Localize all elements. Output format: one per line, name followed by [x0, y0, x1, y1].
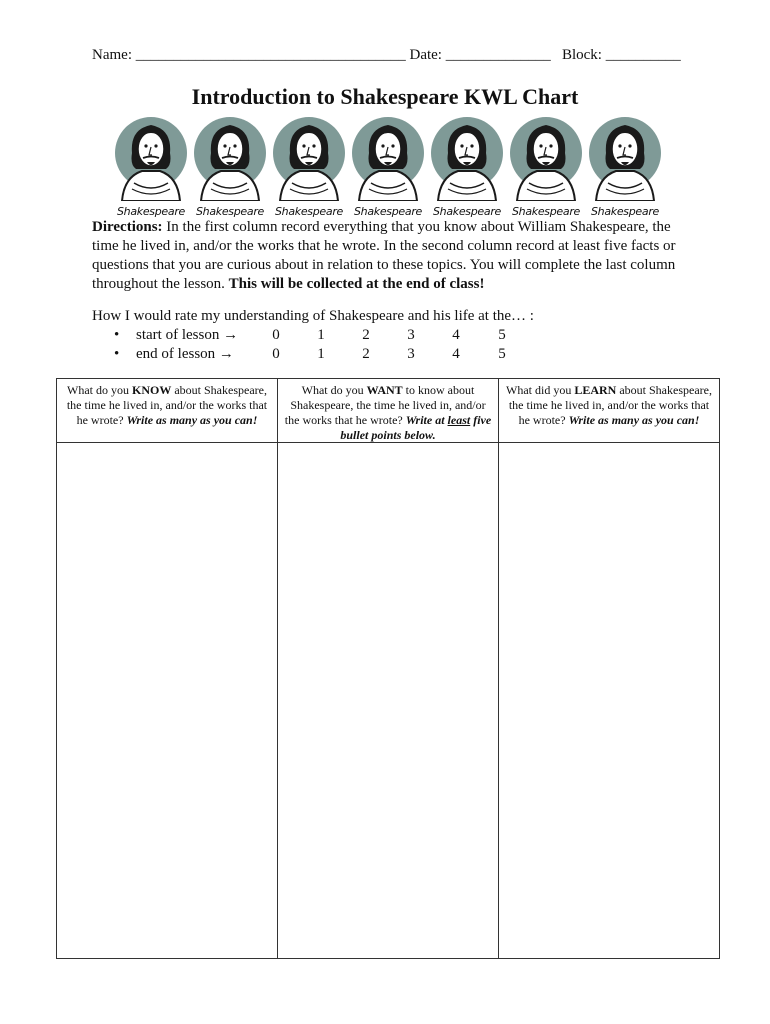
block-field[interactable]: __________	[605, 47, 681, 63]
date-field[interactable]: ______________	[445, 47, 551, 63]
directions-label: Directions:	[92, 219, 163, 235]
portrait-caption: Shakespeare	[195, 205, 265, 218]
kwl-column-know	[57, 379, 278, 958]
directions-bold-tail: This will be collected at the end of class!	[228, 276, 485, 292]
shakespeare-portrait-icon	[112, 113, 190, 218]
rating-row-label: start of lesson →	[136, 327, 239, 343]
date-label: Date:	[409, 47, 442, 63]
rating-option-3[interactable]: 3	[407, 346, 415, 362]
directions-text: In the first column record everything that you know about William Shakespeare, the time he lived in, and/or the works that he wrote. In the second column record at least five facts or questions that you are curious about in relation to these topics. You will complete the last column throughout the lesson.	[92, 219, 676, 292]
rating-option-5[interactable]: 5	[498, 327, 506, 343]
rating-intro: How I would rate my understanding of Shakespeare and his life at the… :	[92, 308, 534, 324]
rating-option-0[interactable]: 0	[272, 346, 280, 362]
rating-option-4[interactable]: 4	[452, 327, 460, 343]
kwl-header-know	[57, 379, 277, 443]
page-title: Introduction to Shakespeare KWL Chart	[191, 84, 579, 109]
portrait-caption: Shakespeare	[116, 205, 186, 218]
rating-option-5[interactable]: 5	[498, 346, 506, 362]
shakespeare-portrait-icon	[270, 113, 348, 218]
portrait-caption: Shakespeare	[274, 205, 344, 218]
rating-option-3[interactable]: 3	[407, 327, 415, 343]
header-text: to know about Shakespeare, the time he lived in, and/or the works that he wrote?	[284, 383, 486, 427]
header-text: about Shakespeare, the time he lived in, and/or the works that he wrote?	[508, 383, 712, 427]
rating-option-1[interactable]: 1	[317, 346, 325, 362]
kwl-header-learn	[499, 379, 719, 443]
portrait-caption: Shakespeare	[432, 205, 502, 218]
kwl-answer-area-know[interactable]	[57, 443, 277, 958]
header-fields	[92, 47, 692, 64]
header-emphasis: Write at	[405, 413, 448, 427]
header-text: about Shakespeare, the time he lived in, and/or the works that he wrote?	[66, 383, 268, 427]
rating-row-end	[114, 346, 534, 365]
shakespeare-portrait-icon	[586, 113, 664, 218]
kwl-column-want	[278, 379, 499, 958]
rating-option-4[interactable]: 4	[452, 346, 460, 362]
shakespeare-portrait-row	[112, 113, 664, 218]
header-text: What do you	[301, 383, 367, 397]
shakespeare-portrait-icon	[191, 113, 269, 218]
header-key: KNOW	[132, 383, 172, 397]
header-emphasis: Write as many as you can!	[126, 413, 258, 427]
block-label: Block:	[561, 47, 602, 63]
rating-row-label: end of lesson →	[136, 346, 234, 362]
shakespeare-portrait-icon	[349, 113, 427, 218]
rating-option-2[interactable]: 2	[362, 327, 370, 343]
name-field[interactable]: ____________________________________	[135, 47, 406, 63]
header-key: WANT	[366, 383, 403, 397]
shakespeare-portrait-icon	[507, 113, 585, 218]
name-label: Name:	[92, 47, 132, 63]
header-text: What do you	[67, 383, 132, 397]
kwl-table	[56, 378, 720, 959]
header-emphasis: five bullet points below.	[340, 413, 492, 442]
kwl-answer-area-learn[interactable]	[499, 443, 719, 958]
rating-option-2[interactable]: 2	[362, 346, 370, 362]
header-key: LEARN	[574, 383, 617, 397]
portrait-caption: Shakespeare	[590, 205, 660, 218]
portrait-caption: Shakespeare	[511, 205, 581, 218]
directions-paragraph	[92, 218, 692, 294]
portrait-caption: Shakespeare	[353, 205, 423, 218]
header-emphasis: Write as many as you can!	[568, 413, 700, 427]
header-emphasis-underlined: least	[447, 413, 471, 427]
bullet: •	[114, 327, 120, 343]
kwl-answer-area-want[interactable]	[278, 443, 498, 958]
shakespeare-portrait-icon	[428, 113, 506, 218]
kwl-column-learn	[499, 379, 719, 958]
rating-option-1[interactable]: 1	[317, 327, 325, 343]
kwl-header-want	[278, 379, 498, 443]
header-text: What did you	[506, 383, 575, 397]
bullet: •	[114, 346, 120, 362]
rating-row-start	[114, 327, 534, 346]
rating-option-0[interactable]: 0	[272, 327, 280, 343]
